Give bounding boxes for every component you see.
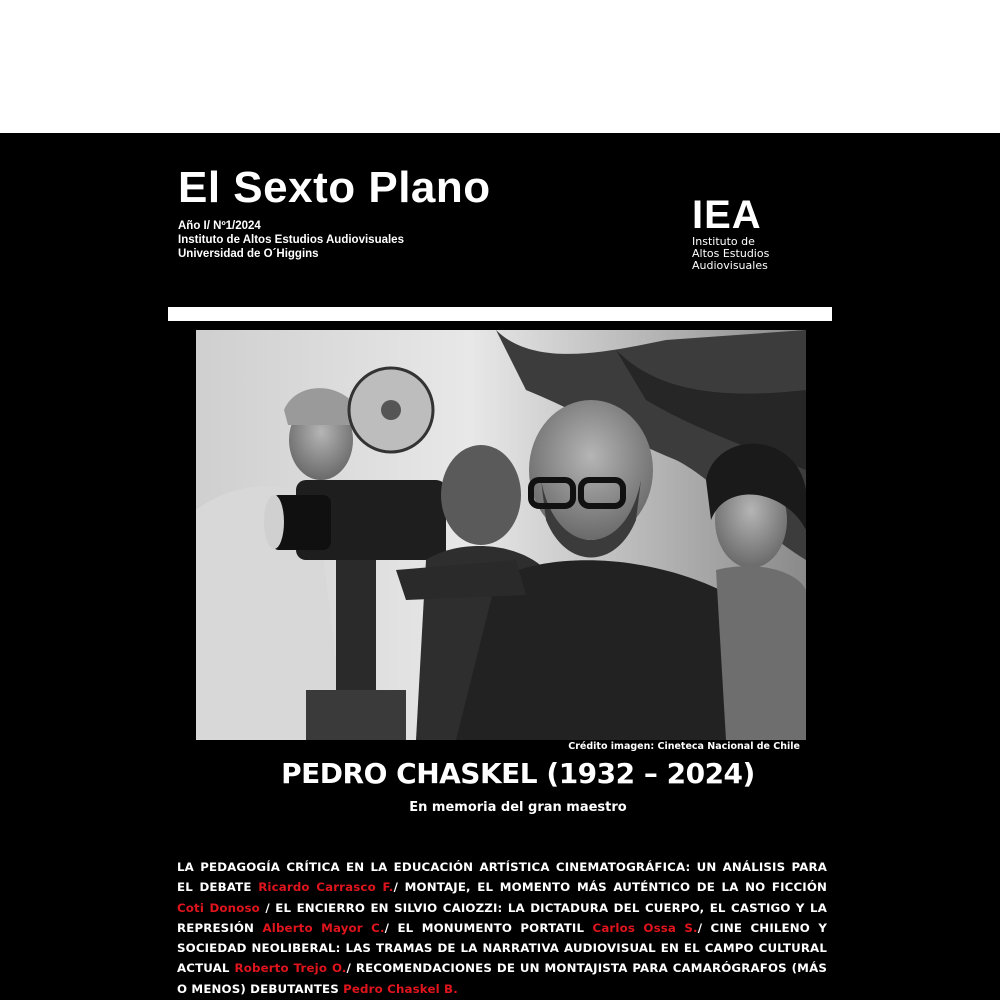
article-author: Carlos Ossa S.	[592, 920, 698, 935]
university-name: Universidad de O´Higgins	[178, 248, 319, 260]
separator: /	[346, 961, 356, 976]
iea-logo	[692, 195, 769, 271]
issue-info	[178, 219, 404, 261]
magazine-cover	[0, 133, 1000, 1000]
divider-bar	[168, 307, 832, 321]
article-title: EL MONUMENTO PORTATIL	[397, 920, 585, 935]
article-author: Alberto Mayor C.	[262, 920, 385, 935]
article-author: Ricardo Carrasco F.	[258, 880, 394, 895]
logo-line-3: Audiovisuales	[692, 259, 768, 272]
separator: /	[384, 920, 398, 935]
cover-photo	[196, 330, 806, 740]
article-title: MONTAJE, EL MOMENTO MÁS AUTÉNTICO DE LA NO FICCIÓN	[404, 880, 828, 895]
article-author: Coti Donoso	[177, 900, 260, 915]
photo-credit: Crédito imagen: Cineteca Nacional de Chile	[568, 741, 800, 752]
article-title: RECOMENDACIONES DE UN MONTAJISTA PARA CAMARÓGRAFOS (MÁS O MENOS) DEBUTANTES	[177, 961, 827, 996]
article-title: LA PEDAGOGÍA CRÍTICA EN LA EDUCACIÓN ARTÍSTICA CINEMATOGRÁFICA: UN ANÁLISIS PARA EL DEBATE	[177, 860, 827, 895]
logo-line-2: Altos Estudios	[692, 247, 770, 260]
article-author: Pedro Chaskel B.	[343, 981, 458, 996]
article-author: Roberto Trejo O.	[234, 961, 347, 976]
logo-line-1: Instituto de	[692, 235, 755, 248]
cover-headline: PEDRO CHASKEL (1932 – 2024)	[281, 757, 755, 790]
magazine-title: El Sexto Plano	[178, 163, 491, 212]
article-title: EL ENCIERRO EN SILVIO CAIOZZI: LA DICTADURA DEL CUERPO, EL CASTIGO Y LA REPRESIÓN	[177, 900, 828, 935]
masthead	[168, 133, 832, 303]
separator: /	[697, 920, 711, 935]
issue-number: Año I/ Nº1/2024	[178, 220, 261, 232]
separator: /	[259, 900, 276, 915]
article-title: CINE CHILENO Y SOCIEDAD NEOLIBERAL: LAS TRAMAS DE LA NARRATIVA AUDIOVISUAL EN EL CAMPO CULTURAL ACTUAL	[177, 920, 828, 976]
cover-subheadline: En memoria del gran maestro	[409, 800, 627, 815]
cover-photo-illustration	[196, 330, 806, 740]
logo-mark: IEA	[692, 193, 762, 237]
separator: /	[393, 880, 405, 895]
table-of-contents	[177, 857, 827, 999]
institute-name: Instituto de Altos Estudios Audiovisuales	[178, 234, 404, 246]
